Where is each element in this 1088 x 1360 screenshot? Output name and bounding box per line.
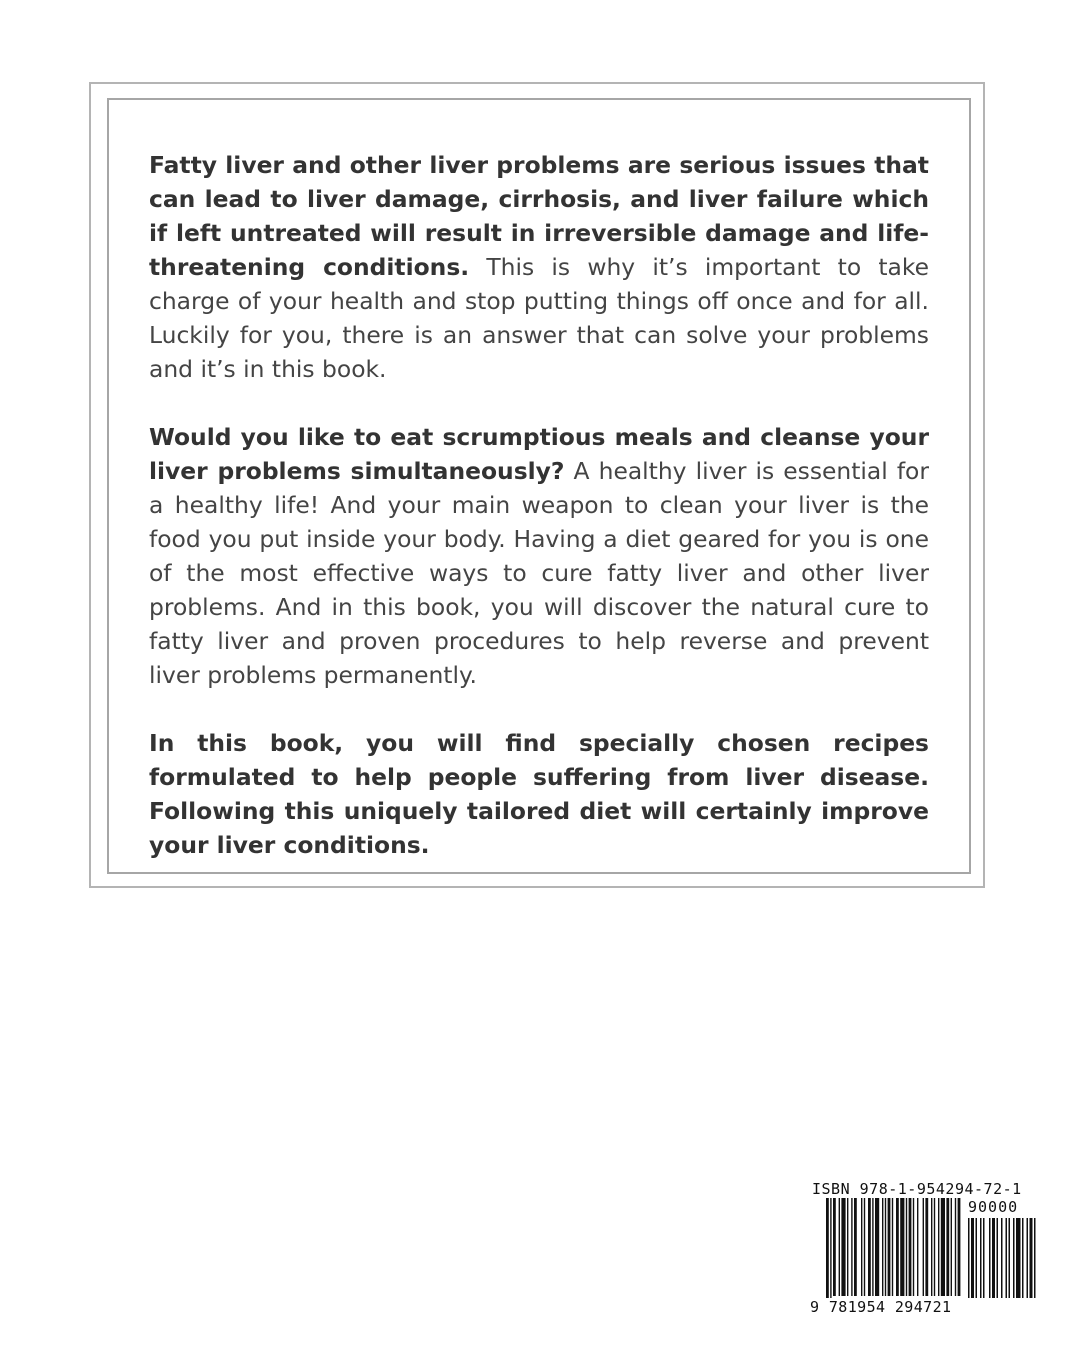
paragraph-2-bold: Would you like to eat scrumptious meals and cleanse your liver problems simultaneously? — [149, 423, 929, 485]
ean-number: 9 781954 294721 — [810, 1298, 952, 1316]
paragraph-1-regular: This is why it’s important to take charge of your health and stop putting things off once and for all. Luckily for you, there is an answer that can solve your problems and it’s in this book. — [149, 253, 929, 383]
paragraph-1-bold: Fatty liver and other liver problems are serious issues that can lead to liver damage, cirrhosis, and liver failure which if left untreated will result in irreversible damage and life-threatening conditions. — [149, 151, 929, 281]
barcode-bars-icon — [810, 1198, 1038, 1298]
back-cover-description — [149, 148, 929, 896]
price-code: 90000 — [968, 1198, 1019, 1216]
isbn-label: ISBN 978-1-954294-72-1 — [812, 1180, 1022, 1198]
isbn-barcode — [810, 1180, 1038, 1320]
paragraph-3-bold: In this book, you will find specially chosen recipes formulated to help people suffering from liver disease. Following this uniquely tailored diet will certainly improve your liver conditions. — [149, 729, 929, 859]
paragraph-1 — [149, 148, 929, 386]
paragraph-2-regular: A healthy liver is essential for a healthy life! And your main weapon to clean your liver is the food you put inside your body. Having a diet geared for you is one of the most effective ways to cure fatty liver and other liver problems. And in this book, you will discover the natural cure to fatty liver and proven procedures to help reverse and prevent liver problems permanently. — [149, 457, 929, 689]
paragraph-3 — [149, 726, 929, 862]
paragraph-2 — [149, 420, 929, 692]
